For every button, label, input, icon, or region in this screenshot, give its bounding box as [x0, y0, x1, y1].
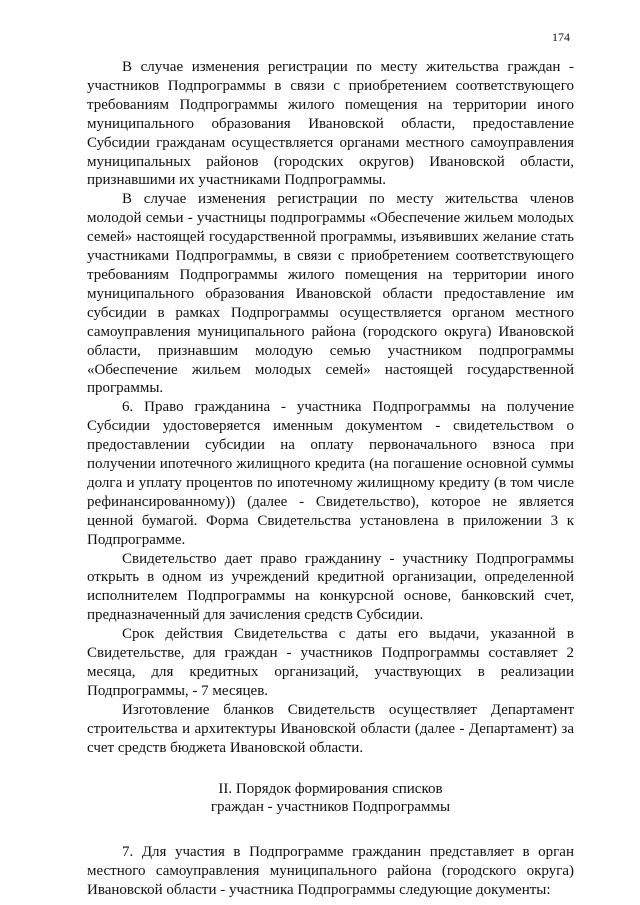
section-heading	[87, 780, 574, 818]
page-number: 174	[552, 30, 570, 44]
document-body	[87, 58, 574, 900]
paragraph-item-6-certificate: 6. Право гражданина - участника Подпрограммы на получение Субсидии удостоверяется именным документом - свидетельством о предоставлении субсидии на оплату первоначального взноса при получении ипотечного жилищного кредита (на погашение основной суммы долга и уплату процентов по ипотечному жилищному кредиту (в том числе рефинансированному)) (далее - Свидетельство), которое не является ценной бумагой. Форма Свидетельства установлена в приложении 3 к Подпрограмме.	[87, 399, 574, 548]
section-heading-line-2: граждан - участников Подпрограммы	[210, 799, 451, 816]
paragraph-bank-account: Свидетельство дает право гражданину - участнику Подпрограммы открыть в одном из учреждений кредитной организации, определенной исполнителем Подпрограммы на конкурсной основе, банковский счет, предназначенный для зачисления средств Субсидии.	[87, 550, 574, 624]
paragraph-registration-change-citizens: В случае изменения регистрации по месту жительства граждан - участников Подпрограммы в связи с приобретением соответствующего требованиям Подпрограммы жилого помещения на территории иного муниципального образования Ивановской области, предоставление Субсидии гражданам осуществляется органами местного самоуправления муниципальных районов (городских округов) Ивановской области, признавшими их участниками Подпрограммы.	[87, 59, 574, 189]
paragraph-item-7-documents: 7. Для участия в Подпрограмме гражданин представляет в орган местного самоуправления муниципального района (городского округа) Ивановской области - участника Подпрограммы следующие документы:	[87, 844, 574, 899]
section-heading-line-1: II. Порядок формирования списков	[218, 780, 443, 797]
paragraph-registration-change-young-family: В случае изменения регистрации по месту жительства членов молодой семьи - участницы подпрограммы «Обеспечение жильем молодых семей» настоящей государственной программы, изъявивших желание стать участниками Подпрограммы, в связи с приобретением соответствующего требованиям Подпрограммы жилого помещения на территории иного муниципального образования Ивановской области предоставление им субсидии в рамках Подпрограммы осуществляется органом местного самоуправления муниципального района (городского округа) Ивановской области, признавшим молодую семью участником подпрограммы «Обеспечение жильем молодых семей» настоящей государственной программы.	[87, 191, 574, 397]
paragraph-blank-production: Изготовление бланков Свидетельств осуществляет Департамент строительства и архитектуры Ивановской области (далее - Департамент) за счет средств бюджета Ивановской области.	[87, 701, 574, 756]
paragraph-certificate-validity: Срок действия Свидетельства с даты его выдачи, указанной в Свидетельстве, для граждан - участников Подпрограммы составляет 2 месяца, для кредитных организаций, участвующих в реализации Подпрограммы, - 7 месяцев.	[87, 626, 574, 699]
